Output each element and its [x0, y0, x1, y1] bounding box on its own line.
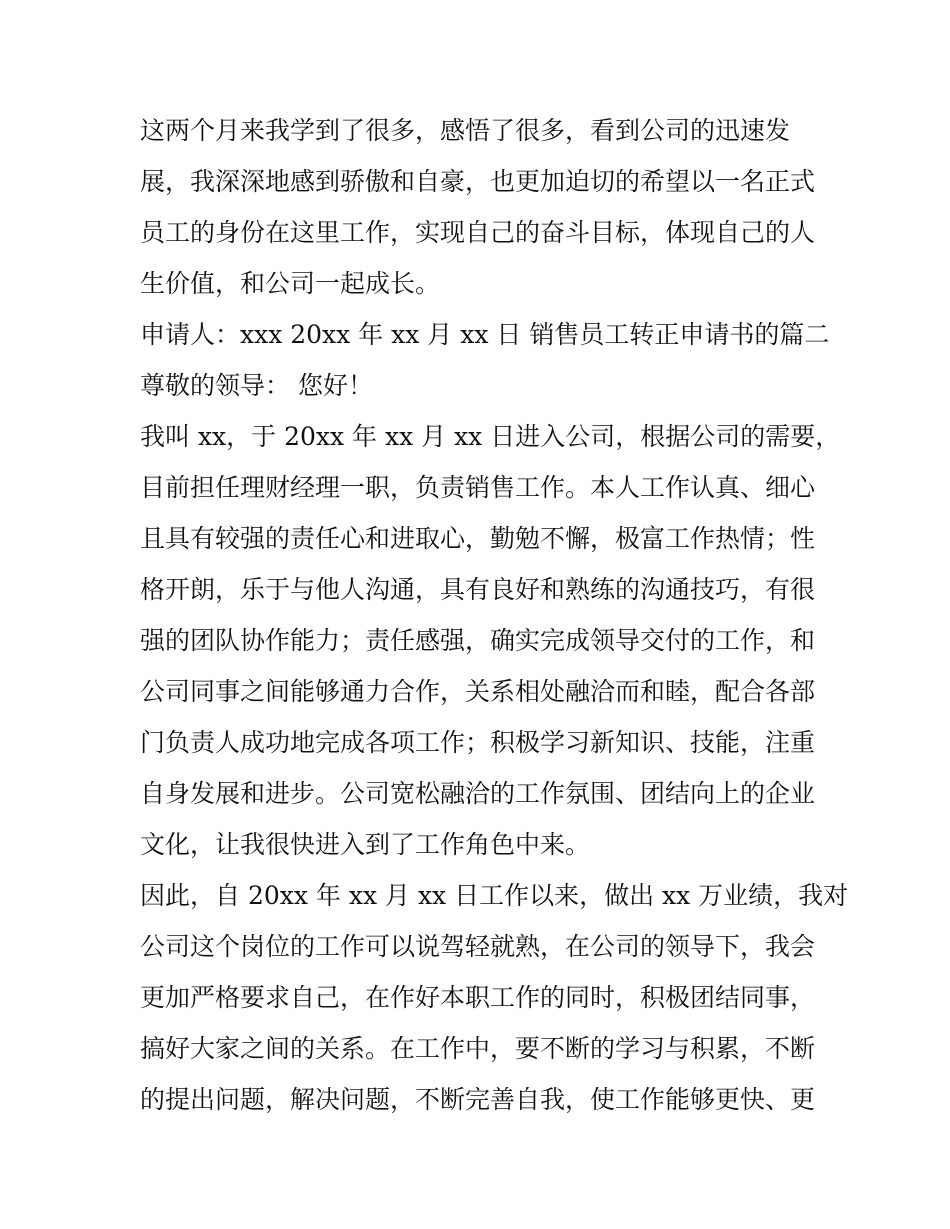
document-body	[140, 105, 849, 1125]
text-line: 展，我深深地感到骄傲和自豪，也更加迫切的希望以一名正式	[140, 167, 816, 196]
text-line: 强的团队协作能力；责任感强，确实完成领导交付的工作，和	[140, 626, 816, 655]
text-line: 格开朗，乐于与他人沟通，具有良好和熟练的沟通技巧，有很	[140, 575, 816, 604]
signature-line: 申请人：xxx 20xx 年 xx 月 xx 日 销售员工转正申请书的篇二	[140, 320, 830, 349]
text-line: 公司这个岗位的工作可以说驾轻就熟，在公司的领导下，我会	[140, 932, 816, 961]
text-line: 公司同事之间能够通力合作，关系相处融洽而和睦，配合各部	[140, 677, 816, 706]
text-line: 更加严格要求自己，在作好本职工作的同时，积极团结同事，	[140, 983, 816, 1012]
text-line: 自身发展和进步。公司宽松融洽的工作氛围、团结向上的企业	[140, 779, 816, 808]
text-line: 文化，让我很快进入到了工作角色中来。	[140, 830, 591, 859]
text-line: 门负责人成功地完成各项工作；积极学习新知识、技能，注重	[140, 728, 816, 757]
text-line: 因此，自 20xx 年 xx 月 xx 日工作以来，做出 xx 万业绩，我对	[140, 881, 849, 910]
text-line: 目前担任理财经理一职，负责销售工作。本人工作认真、细心	[140, 473, 816, 502]
salutation-line: 尊敬的领导： 您好！	[140, 371, 373, 400]
text-line: 搞好大家之间的关系。在工作中，要不断的学习与积累，不断	[140, 1034, 816, 1063]
text-line: 这两个月来我学到了很多，感悟了很多，看到公司的迅速发	[140, 116, 791, 145]
text-line: 生价值，和公司一起成长。	[140, 269, 441, 298]
text-line: 我叫 xx，于 20xx 年 xx 月 xx 日进入公司，根据公司的需要，	[140, 422, 841, 451]
text-line: 且具有较强的责任心和进取心，勤勉不懈，极富工作热情；性	[140, 524, 816, 553]
text-line: 员工的身份在这里工作，实现自己的奋斗目标，体现自己的人	[140, 218, 816, 247]
text-line: 的提出问题，解决问题，不断完善自我，使工作能够更快、更	[140, 1085, 816, 1114]
